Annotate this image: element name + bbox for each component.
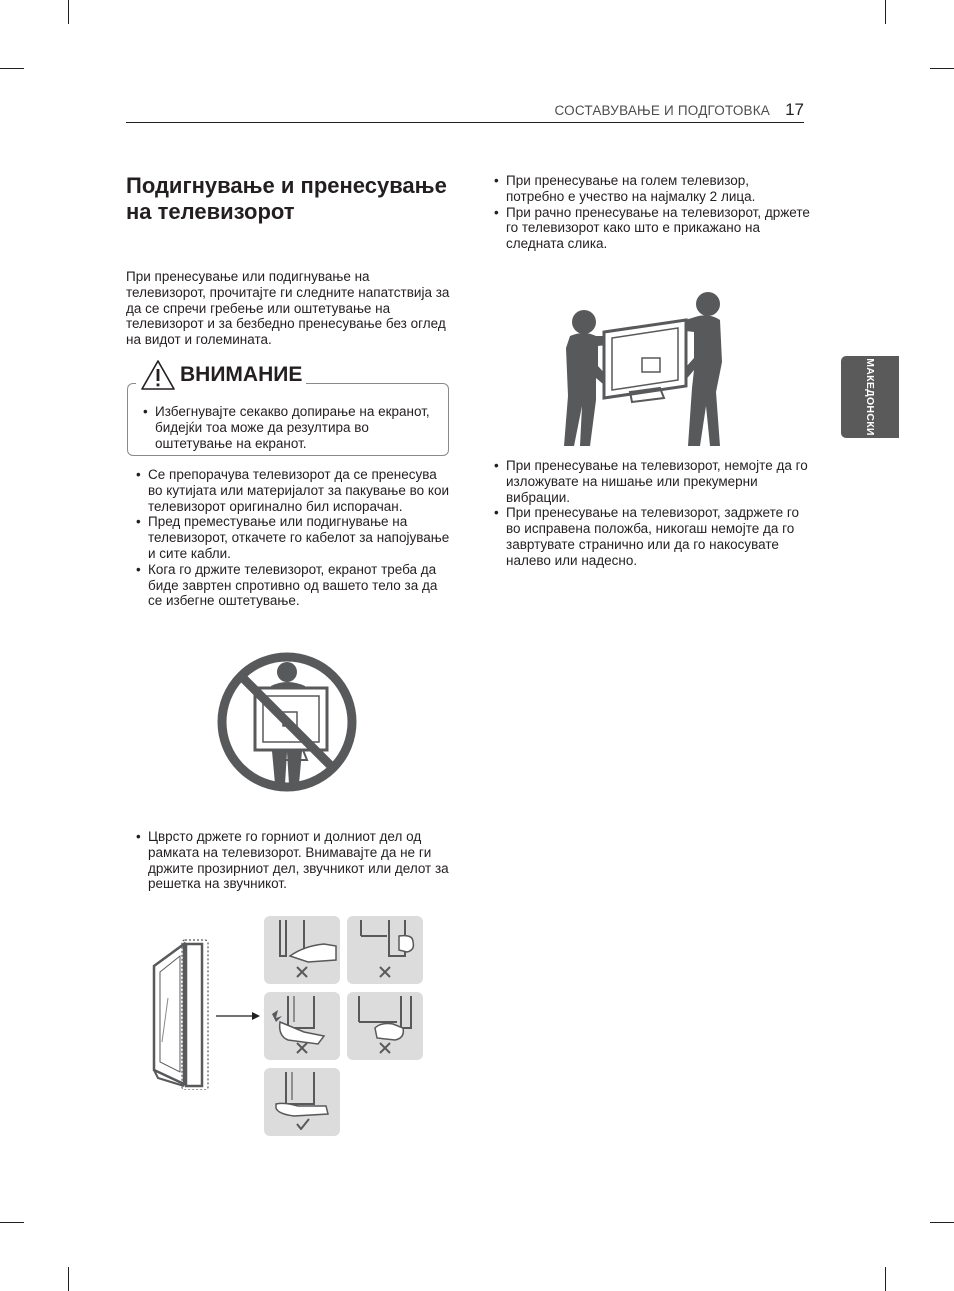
caution-list	[138, 404, 438, 451]
tv-side-view-illustration	[148, 938, 214, 1090]
grip-example-tile	[347, 916, 423, 984]
caution-header	[136, 358, 306, 392]
frame-grip-list	[131, 829, 453, 892]
arrow-right-icon	[216, 1011, 260, 1021]
list-item: • При пренесување на телевизорот, задржете го во исправена положба, никогаш немојте да го завртувате странично или да го накосувате налево или надесно.	[489, 505, 811, 568]
list-item: • Кога го држите телевизорот, екранот треба да биде завртен спротивно од вашето тело за да се избегне оштетување.	[131, 562, 453, 609]
list-item: • Се препорачува телевизорот да се пренесува во кутијата или материјалот за пакување во кои телевизорот оригинално бил испорачан.	[131, 467, 453, 514]
list-item: • При рачно пренесување на телевизорот, држете го телевизорот како што е прикажано на следната слика.	[489, 205, 811, 252]
crop-mark	[0, 68, 24, 69]
crop-mark	[930, 1222, 954, 1223]
grip-example-tile	[264, 992, 340, 1060]
page-title: Подигнување и пренесување на телевизорот	[126, 173, 447, 224]
section-title: СОСТАВУВАЊЕ И ПОДГОТОВКА	[554, 103, 770, 118]
list-item: • Пред преместување или подигнување на телевизорот, откачете го кабелот за напојување и сите кабли.	[131, 514, 453, 561]
crop-mark	[885, 1267, 886, 1291]
list-item: • При пренесување на телевизорот, немојте да го изложувате на нишање или прекумерни вибрации.	[489, 458, 811, 505]
check-icon	[296, 1118, 310, 1130]
carrying-list	[489, 173, 811, 252]
transport-list	[489, 458, 811, 569]
crop-mark	[68, 0, 69, 24]
list-item: • Цврсто држете го горниот и долниот дел од рамката на телевизорот. Внимавајте да не ги држите прозирниот дел, звучникот или делот за решетка на звучникот.	[131, 829, 453, 892]
list-item: • Избегнувајте секакво допирање на екранот, бидејќи тоа може да резултира во оштетување на екранот.	[138, 404, 438, 451]
warning-icon	[140, 359, 176, 391]
language-tab-label: МАКЕДОНСКИ	[864, 358, 876, 436]
intro-paragraph: При пренесување или подигнување на телевизорот, прочитајте ги следните напатствија за да се спречи гребење или оштетување на телевизорот и за безбедно пренесување без оглед на видот и големината.	[126, 269, 450, 348]
caution-box	[127, 363, 449, 456]
page-header	[126, 100, 804, 123]
prohibited-carry-illustration	[213, 648, 361, 796]
page-number: 17	[785, 100, 804, 119]
crop-mark	[68, 1267, 69, 1291]
cross-icon	[379, 1042, 391, 1054]
grip-example-tile	[264, 916, 340, 984]
two-person-carry-illustration	[560, 288, 736, 448]
caution-title: ВНИМАНИЕ	[180, 363, 303, 386]
list-item: • При пренесување на голем телевизор, потребно е учество на најмалку 2 лица.	[489, 173, 811, 205]
cross-icon	[296, 1042, 308, 1054]
grip-example-tile	[347, 992, 423, 1060]
language-tab	[841, 356, 899, 438]
cross-icon	[379, 966, 391, 978]
grip-example-tile	[264, 1068, 340, 1136]
cross-icon	[296, 966, 308, 978]
handling-list	[131, 467, 453, 609]
crop-mark	[930, 68, 954, 69]
crop-mark	[0, 1222, 24, 1223]
crop-mark	[885, 0, 886, 24]
